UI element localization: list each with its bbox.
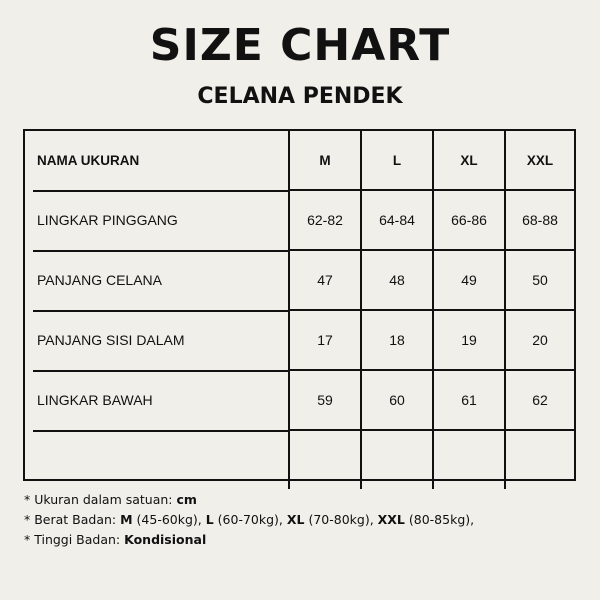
table-cell: 59 xyxy=(289,370,361,430)
page-title: SIZE CHART xyxy=(149,20,451,71)
table-row-empty xyxy=(25,430,574,489)
note-text: (60-70kg), xyxy=(213,512,287,527)
note-text: * Ukuran dalam satuan: xyxy=(24,492,177,507)
row-label xyxy=(25,430,289,489)
note-bold: XL xyxy=(286,512,305,527)
note-weight xyxy=(24,510,584,530)
note-bold: Kondisional xyxy=(124,532,207,547)
table-row xyxy=(25,250,574,310)
size-table xyxy=(23,129,576,481)
row-label: LINGKAR BAWAH xyxy=(25,370,289,430)
table-cell: 19 xyxy=(433,310,505,370)
table-cell: 68-88 xyxy=(505,190,574,250)
table-cell xyxy=(361,430,433,489)
row-label: LINGKAR PINGGANG xyxy=(25,190,289,250)
table-row xyxy=(25,190,574,250)
page-subtitle: CELANA PENDEK xyxy=(197,84,403,109)
table-cell: 17 xyxy=(289,310,361,370)
table-cell: 60 xyxy=(361,370,433,430)
table-cell: 62 xyxy=(505,370,574,430)
table-cell: 50 xyxy=(505,250,574,310)
note-text: (45-60kg), xyxy=(132,512,206,527)
table-cell: 18 xyxy=(361,310,433,370)
note-unit xyxy=(24,490,584,510)
note-height xyxy=(24,530,584,550)
table-cell xyxy=(433,430,505,489)
note-bold: L xyxy=(205,512,214,527)
table-row xyxy=(25,370,574,430)
note-bold: XXL xyxy=(377,512,405,527)
note-bold: M xyxy=(120,512,133,527)
table-row xyxy=(25,310,574,370)
header-cell: M xyxy=(289,131,361,190)
note-bold: cm xyxy=(176,492,197,507)
table-cell: 66-86 xyxy=(433,190,505,250)
table-cell xyxy=(505,430,574,489)
table-cell: 47 xyxy=(289,250,361,310)
table-cell: 48 xyxy=(361,250,433,310)
table-cell: 49 xyxy=(433,250,505,310)
header-cell: L xyxy=(361,131,433,190)
table-cell: 20 xyxy=(505,310,574,370)
header-cell: XL xyxy=(433,131,505,190)
note-text: * Berat Badan: xyxy=(24,512,121,527)
table-cell: 61 xyxy=(433,370,505,430)
row-label: PANJANG SISI DALAM xyxy=(25,310,289,370)
notes xyxy=(24,490,584,550)
header-cell: XXL xyxy=(505,131,574,190)
note-text: * Tinggi Badan: xyxy=(24,532,125,547)
table-header-row xyxy=(25,131,574,190)
table-cell: 62-82 xyxy=(289,190,361,250)
note-text: (80-85kg), xyxy=(404,512,475,527)
row-label: PANJANG CELANA xyxy=(25,250,289,310)
header-cell: NAMA UKURAN xyxy=(25,131,289,190)
table-cell: 64-84 xyxy=(361,190,433,250)
note-text: (70-80kg), xyxy=(304,512,378,527)
table-cell xyxy=(289,430,361,489)
